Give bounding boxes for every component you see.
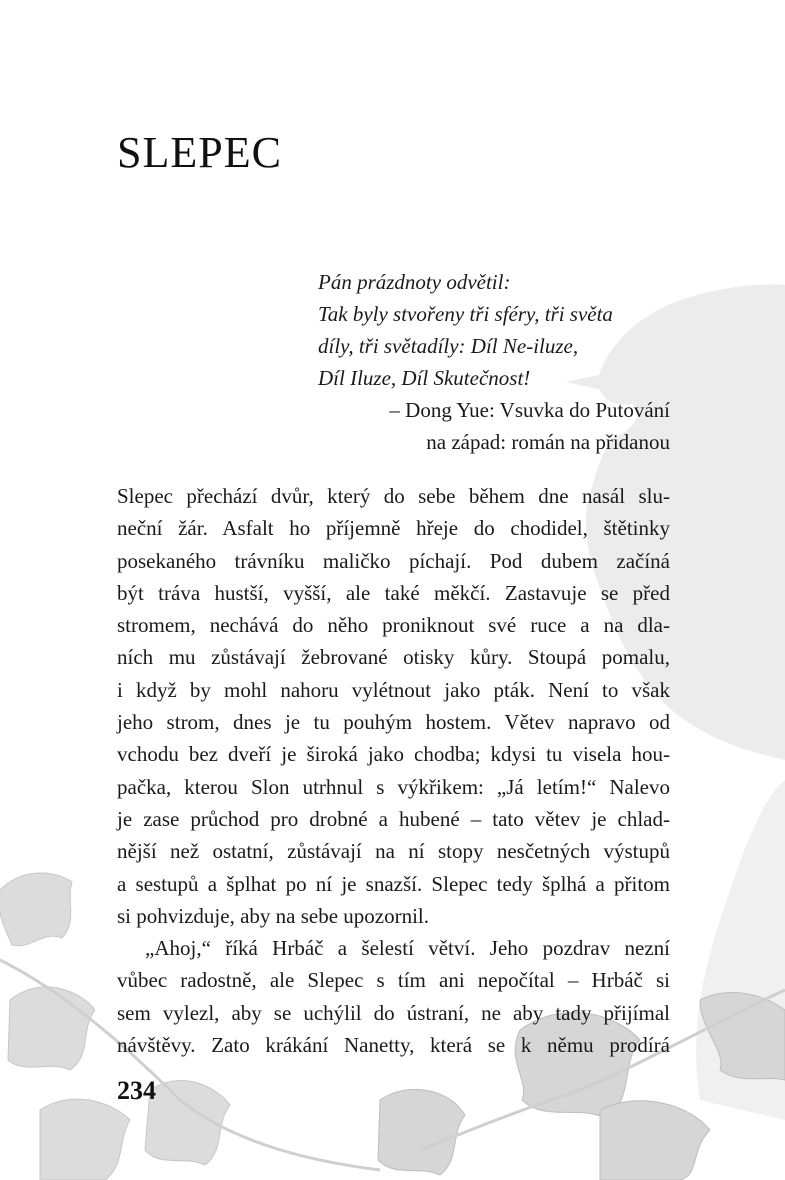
body-line: ních mu zůstávají žebrované otisky kůry. Stoupá pomalu, (117, 645, 670, 670)
chapter-title: SLEPEC (117, 128, 282, 177)
body-line: pačka, kterou Slon utrhnul s výkřikem: „Já letím!“ Nalevo (117, 774, 670, 799)
body-line: posekaného trávníku maličko píchají. Pod dubem začíná (117, 548, 670, 573)
epigraph-attribution: na západ: román na přidanou (426, 430, 670, 454)
epigraph-line: Pán prázdnoty odvětil: (318, 270, 511, 294)
ivy-leaf (0, 873, 72, 946)
epigraph-line: díly, tři světadíly: Díl Ne-iluze, (318, 334, 579, 358)
body-line: Slepec přechází dvůr, který do sebe během dne nasál slu- (117, 484, 670, 508)
ivy-leaf (378, 1089, 465, 1175)
epigraph-attribution: – Dong Yue: Vsuvka do Putování (389, 398, 670, 422)
body-line: neční žár. Asfalt ho příjemně hřeje do chodidel, štětinky (117, 516, 670, 541)
ivy-leaf (600, 1101, 710, 1180)
body-line: stromem, nechává do něho proniknout své ruce a na dla- (117, 613, 670, 638)
epigraph (318, 266, 673, 458)
body-line: sem vylezl, aby se uchýlil do ústraní, ne aby tady přijímal (117, 1000, 670, 1025)
body-line: vchodu bez dveří je široká jako chodba; kdysi tu visela hou- (117, 742, 670, 767)
body-line: „Ahoj,“ říká Hrbáč a šelestí větví. Jeho pozdrav nezní (145, 936, 670, 961)
body-line: si pohvizduje, aby na sebe upozornil. (117, 903, 430, 928)
epigraph-line: Díl Iluze, Díl Skutečnost! (318, 366, 531, 390)
body-line: být tráva hustší, vyšší, ale také měkčí. Zastavuje se před (117, 580, 670, 605)
body-line: nější než ostatní, zůstávají na ní stopy nesčetných výstupů (117, 839, 670, 864)
ivy-leaf (8, 987, 95, 1070)
epigraph-line: Tak byly stvořeny tři sféry, tři světa (318, 302, 613, 326)
body-line: i když by mohl nahoru vylétnout jako pták. Není to však (117, 677, 670, 702)
body-line: jeho strom, dnes je tu pouhým hostem. Větev napravo od (117, 710, 670, 735)
body-line: vůbec radostně, ale Slepec s tím ani nepočítal – Hrbáč si (117, 968, 670, 993)
body-text (117, 480, 670, 1061)
body-line: návštěvy. Zato krákání Nanetty, která se k němu prodírá (117, 1033, 670, 1058)
page-number: 234 (117, 1076, 156, 1105)
body-line: a sestupů a šplhat po ní je snazší. Slepec tedy šplhá a přitom (117, 871, 670, 896)
ivy-leaf (40, 1099, 130, 1180)
body-line: je zase průchod pro drobné a hubené – tato větev je chlad- (117, 806, 670, 831)
